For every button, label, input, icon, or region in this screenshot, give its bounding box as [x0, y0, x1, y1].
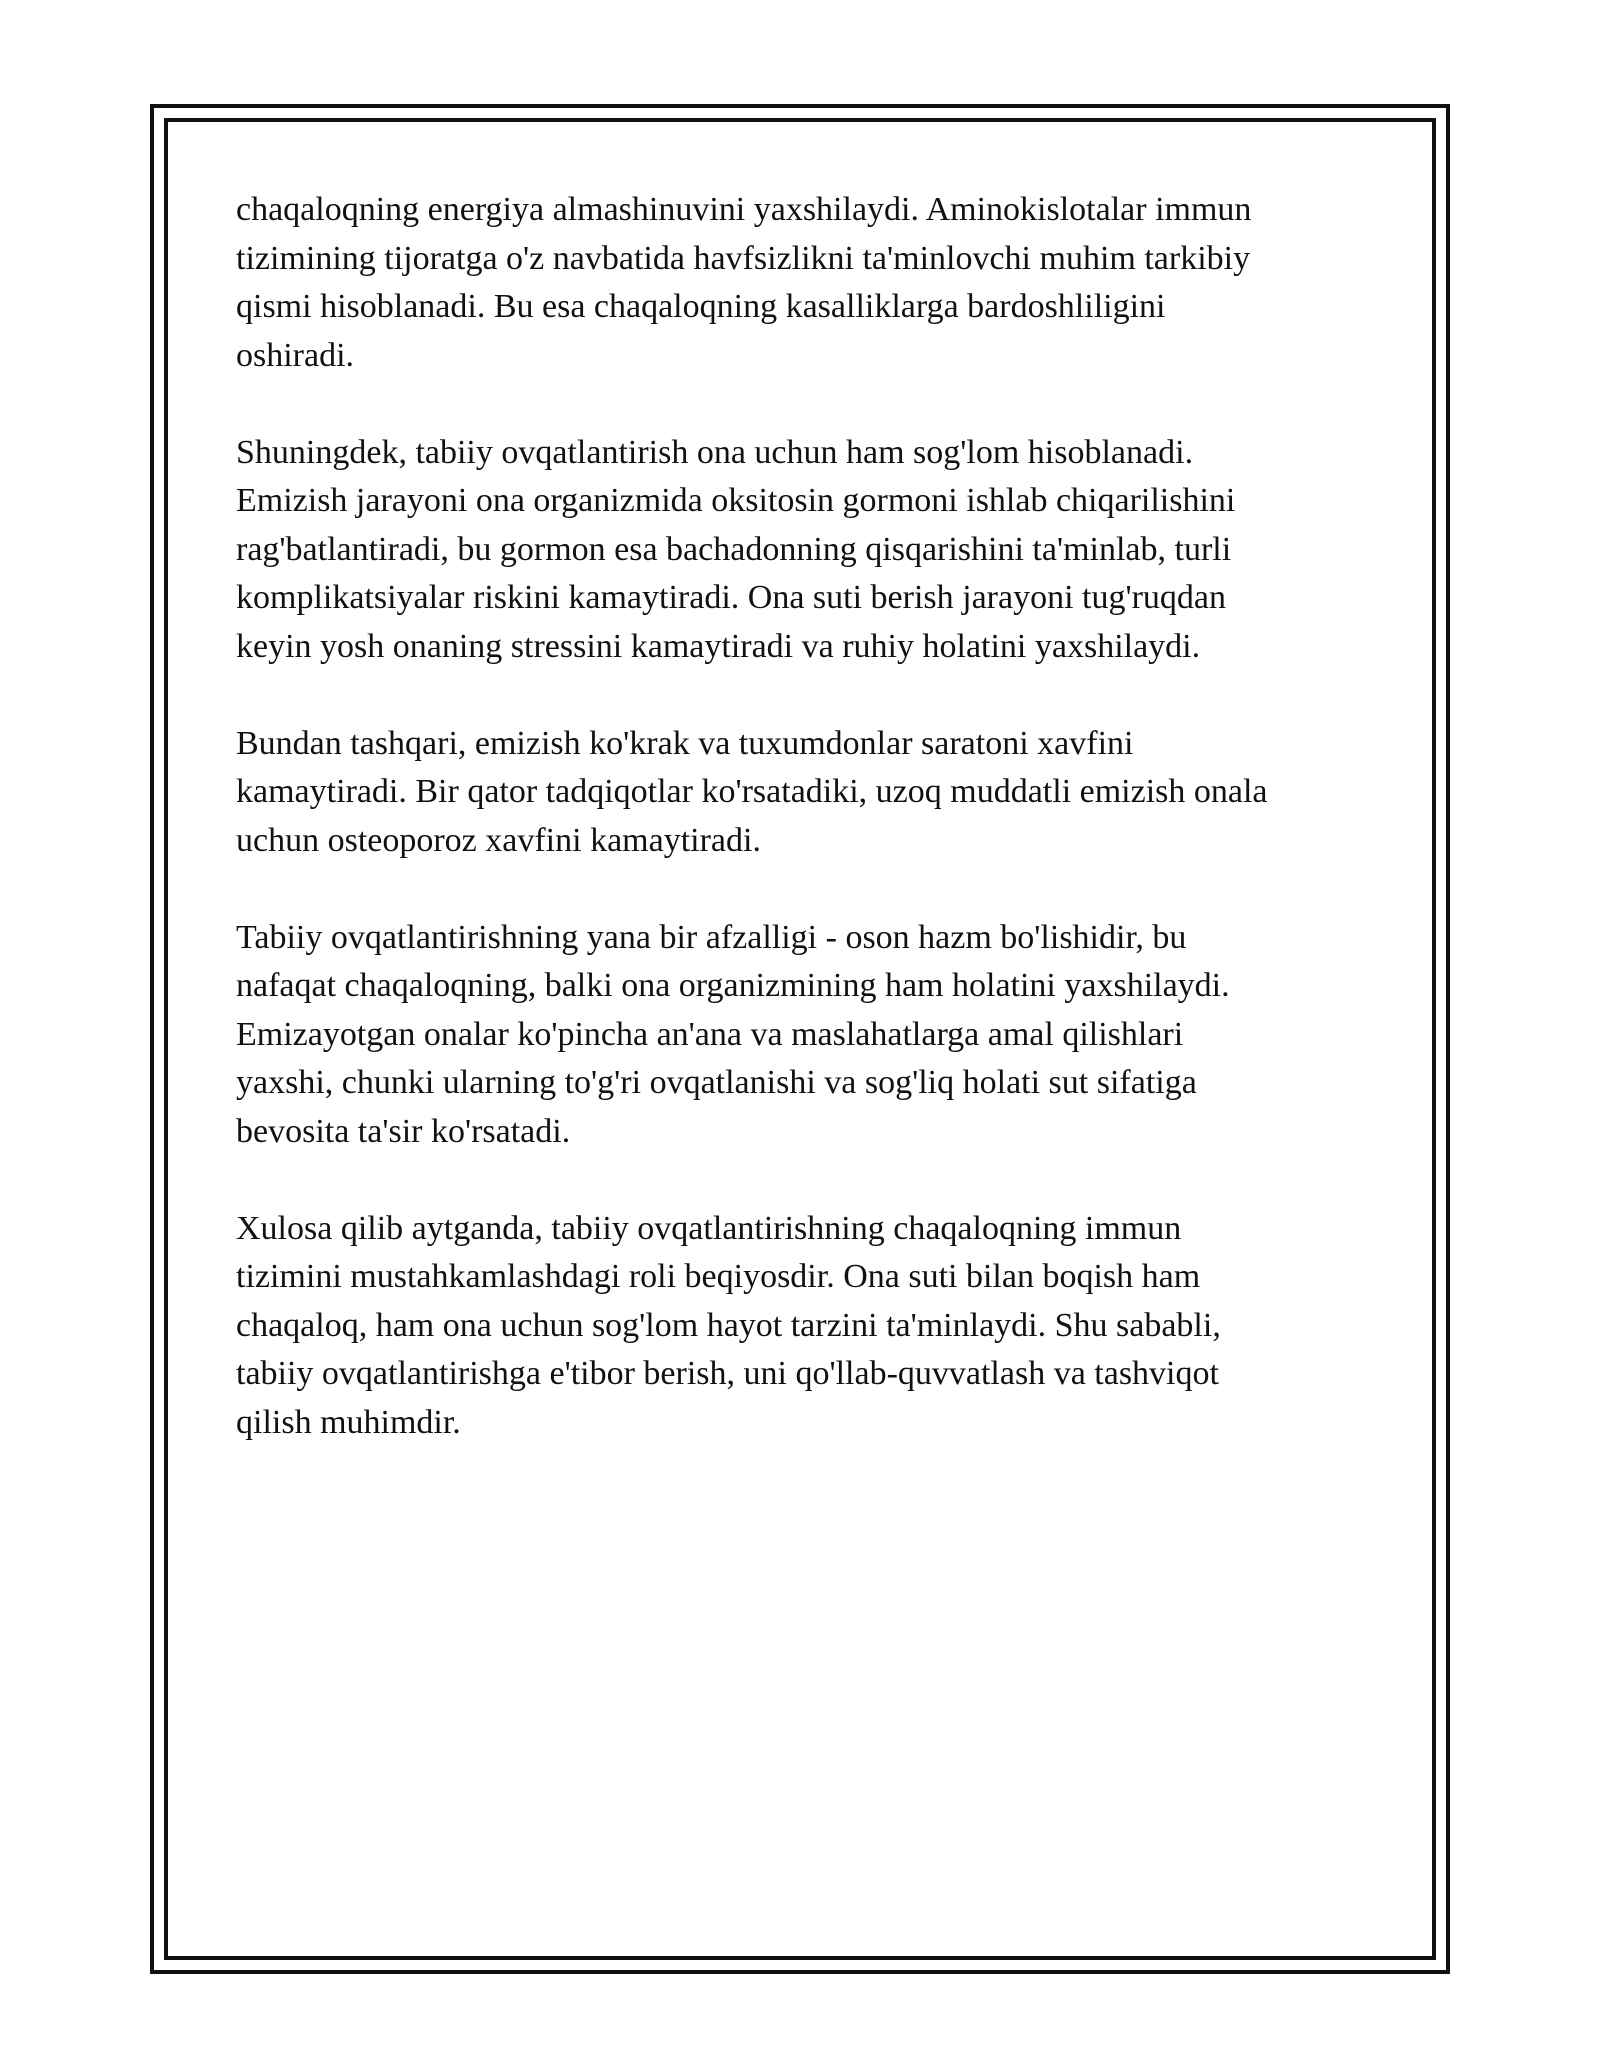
document-body	[236, 186, 1366, 1496]
paragraph: chaqaloqning energiya almashinuvini yaxshilaydi. Aminokislotalar immun tizimining tijoratga o'z navbatida havfsizlikni ta'minlovchi muhim tarkibiy qismi hisoblanadi. Bu esa chaqaloqning kasalliklarga bardoshliligini oshiradi.	[236, 191, 1252, 374]
paragraph: Bundan tashqari, emizish ko'krak va tuxumdonlar saratoni xavfini kamaytiradi. Bir qator tadqiqotlar ko'rsatadiki, uzoq muddatli emizish onala uchun osteoporoz xavfini kamaytiradi.	[236, 724, 1268, 859]
paragraph: Tabiiy ovqatlantirishning yana bir afzalligi - oson hazm bo'lishidir, bu nafaqat chaqaloqning, balki ona organizmining ham holatini yaxshilaydi. Emizayotgan onalar ko'pincha an'ana va maslahatlarga amal qilishlari yaxshi, chunki ularning to'g'ri ovqatlanishi va sog'liq holati sut sifatiga bevosita ta'sir ko'rsatadi.	[236, 918, 1230, 1150]
paragraph: Shuningdek, tabiiy ovqatlantirish ona uchun ham sog'lom hisoblanadi. Emizish jarayoni ona organizmida oksitosin gormoni ishlab chiqarilishini rag'batlantiradi, bu gormon esa bachadonning qisqarishini ta'minlab, turli komplikatsiyalar riskini kamaytiradi. Ona suti berish jarayoni tug'ruqdan keyin yosh onaning stressini kamaytiradi va ruhiy holatini yaxshilaydi.	[236, 433, 1236, 665]
paragraph: Xulosa qilib aytganda, tabiiy ovqatlantirishning chaqaloqning immun tizimini mustahkamlashdagi roli beqiyosdir. Ona suti bilan boqish ham chaqaloq, ham ona uchun sog'lom hayot tarzini ta'minlaydi. Shu sababli, tabiiy ovqatlantirishga e'tibor berish, uni qo'llab-quvvatlash va tashviqot qilish muhimdir.	[236, 1209, 1221, 1441]
